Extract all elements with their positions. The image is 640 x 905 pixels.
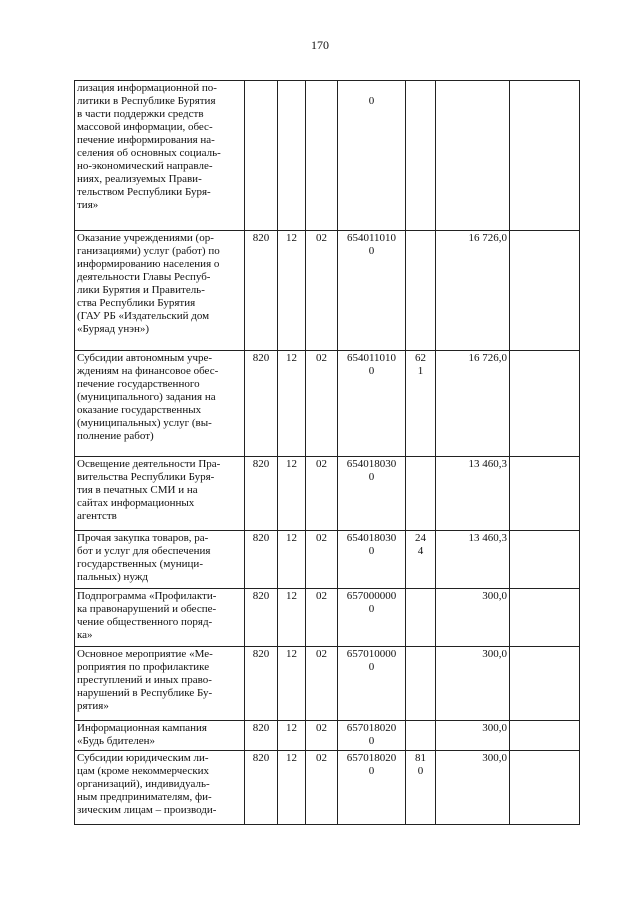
section-code-cell: 12	[278, 457, 306, 531]
ministry-code-cell: 820	[245, 531, 278, 589]
empty-cell	[510, 721, 580, 751]
amount-cell: 16 726,0	[436, 351, 510, 457]
empty-cell	[510, 647, 580, 721]
expense-type-cell	[406, 231, 436, 351]
target-code-cell: 654011010 0	[338, 351, 406, 457]
table-row	[75, 647, 580, 721]
row-name-cell: Оказание учреждениями (ор- ганизациями) услуг (работ) по информированию населения о деятельности Главы Респуб- лики Бурятия и Правитель- ства Республики Бурятия (ГАУ РБ «Издательский дом «Буряад унэн»)	[75, 231, 245, 351]
subsection-code-cell: 02	[306, 457, 338, 531]
subsection-code-cell: 02	[306, 647, 338, 721]
empty-cell	[510, 751, 580, 825]
table-row	[75, 231, 580, 351]
empty-cell	[510, 589, 580, 647]
subsection-code-cell: 02	[306, 721, 338, 751]
table-row	[75, 351, 580, 457]
expense-type-cell	[406, 457, 436, 531]
ministry-code-cell: 820	[245, 589, 278, 647]
empty-cell	[510, 351, 580, 457]
row-name-cell: Прочая закупка товаров, ра- бот и услуг для обеспечения государственных (муници- пальных) нужд	[75, 531, 245, 589]
section-code-cell: 12	[278, 721, 306, 751]
amount-cell	[436, 81, 510, 231]
expense-type-cell	[406, 647, 436, 721]
target-code-cell: 657018020 0	[338, 751, 406, 825]
subsection-code-cell: 02	[306, 351, 338, 457]
amount-cell: 300,0	[436, 647, 510, 721]
target-code-cell: 654018030 0	[338, 531, 406, 589]
amount-cell: 13 460,3	[436, 457, 510, 531]
section-code-cell: 12	[278, 589, 306, 647]
row-name-cell: Субсидии автономным учре- ждениям на финансовое обес- печение государственного (муниципального) задания на оказание государственных (муниципальных) услуг (вы- полнение работ)	[75, 351, 245, 457]
expense-type-cell: 81 0	[406, 751, 436, 825]
table-row	[75, 721, 580, 751]
target-code-cell: 657010000 0	[338, 647, 406, 721]
ministry-code-cell: 820	[245, 751, 278, 825]
ministry-code-cell	[245, 81, 278, 231]
row-name-cell: Подпрограмма «Профилакти- ка правонарушений и обеспе- чение общественного поряд- ка»	[75, 589, 245, 647]
table-row	[75, 457, 580, 531]
target-code-cell: 654018030 0	[338, 457, 406, 531]
amount-cell: 300,0	[436, 751, 510, 825]
subsection-code-cell: 02	[306, 531, 338, 589]
table-row	[75, 531, 580, 589]
budget-table	[74, 80, 580, 825]
expense-type-cell	[406, 721, 436, 751]
subsection-code-cell: 02	[306, 589, 338, 647]
row-name-cell: лизация информационной по- литики в Республике Бурятия в части поддержки средств массовой информации, обес- печение информирования на- селения об основных социаль- но-экономический направле- ниях, реализуемых Прави- тельством Республики Буря- тия»	[75, 81, 245, 231]
table-row	[75, 81, 580, 231]
target-code-cell: 657018020 0	[338, 721, 406, 751]
target-code-cell: 0	[338, 81, 406, 231]
subsection-code-cell	[306, 81, 338, 231]
expense-type-cell: 62 1	[406, 351, 436, 457]
section-code-cell: 12	[278, 647, 306, 721]
subsection-code-cell: 02	[306, 231, 338, 351]
ministry-code-cell: 820	[245, 721, 278, 751]
section-code-cell: 12	[278, 351, 306, 457]
empty-cell	[510, 231, 580, 351]
target-code-cell: 654011010 0	[338, 231, 406, 351]
table-row	[75, 589, 580, 647]
section-code-cell	[278, 81, 306, 231]
expense-type-cell	[406, 589, 436, 647]
row-name-cell: Субсидии юридическим ли- цам (кроме некоммерческих организаций), индивидуаль- ным предпринимателям, фи- зическим лицам – производи-	[75, 751, 245, 825]
ministry-code-cell: 820	[245, 457, 278, 531]
expense-type-cell	[406, 81, 436, 231]
ministry-code-cell: 820	[245, 351, 278, 457]
page-number: 170	[311, 38, 329, 52]
section-code-cell: 12	[278, 751, 306, 825]
expense-type-cell: 24 4	[406, 531, 436, 589]
section-code-cell: 12	[278, 531, 306, 589]
target-code-cell: 657000000 0	[338, 589, 406, 647]
section-code-cell: 12	[278, 231, 306, 351]
amount-cell: 300,0	[436, 721, 510, 751]
empty-cell	[510, 531, 580, 589]
table-row	[75, 751, 580, 825]
amount-cell: 16 726,0	[436, 231, 510, 351]
empty-cell	[510, 81, 580, 231]
row-name-cell: Информационная кампания «Будь бдителен»	[75, 721, 245, 751]
ministry-code-cell: 820	[245, 647, 278, 721]
ministry-code-cell: 820	[245, 231, 278, 351]
row-name-cell: Освещение деятельности Пра- вительства Республики Буря- тия в печатных СМИ и на сайтах информационных агентств	[75, 457, 245, 531]
empty-cell	[510, 457, 580, 531]
subsection-code-cell: 02	[306, 751, 338, 825]
amount-cell: 300,0	[436, 589, 510, 647]
amount-cell: 13 460,3	[436, 531, 510, 589]
row-name-cell: Основное мероприятие «Ме- роприятия по профилактике преступлений и иных право- нарушений в Республике Бу- рятия»	[75, 647, 245, 721]
